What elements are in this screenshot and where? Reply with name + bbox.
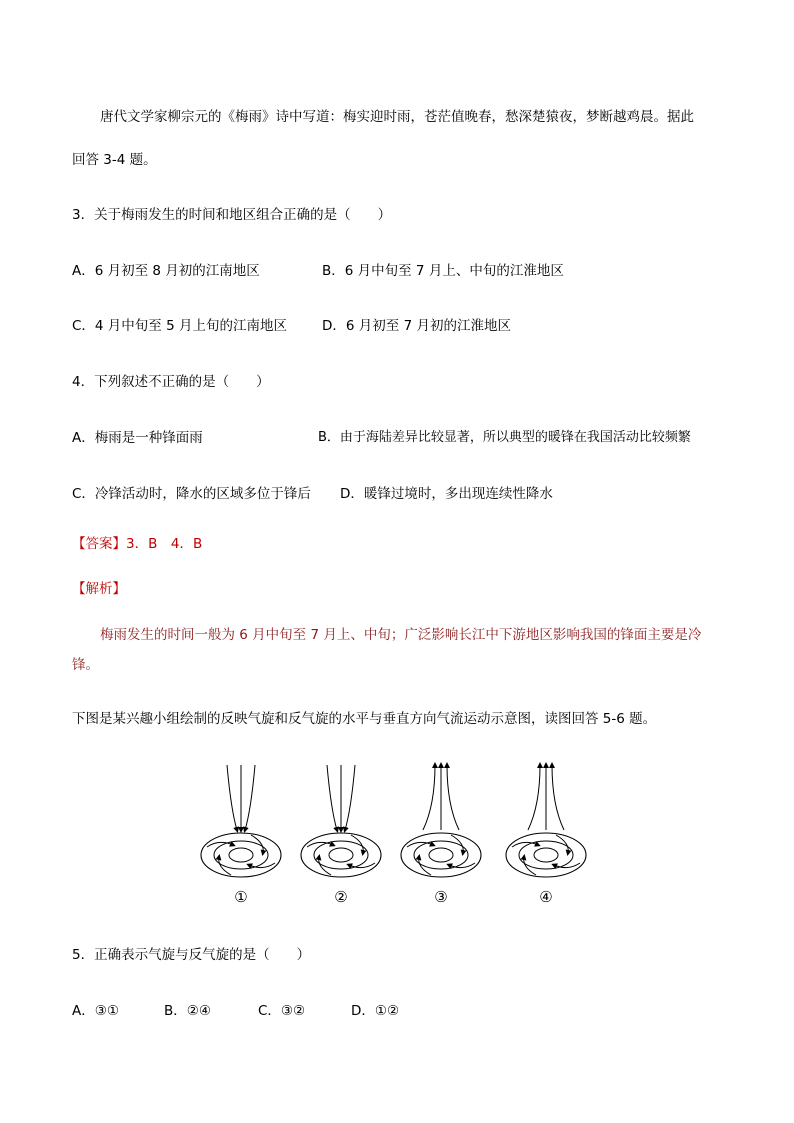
q3-option-a: A．6 月初至 8 月初的江南地区	[72, 263, 260, 279]
isobar-center	[429, 848, 453, 862]
q4-option-b: B．由于海陆差异比较显著，所以典型的暖锋在我国活动比较频繁	[318, 430, 691, 445]
airflow-arrow	[345, 765, 355, 830]
figure-panel-3	[401, 765, 481, 906]
isobar-outer	[401, 833, 481, 877]
airflow-arrow	[423, 765, 435, 830]
q3-option-b: B．6 月中旬至 7 月上、中旬的江淮地区	[322, 263, 564, 279]
answer-label: 【答案】	[72, 536, 126, 552]
q3-option-c: C．4 月中旬至 5 月上旬的江南地区	[72, 318, 287, 334]
intro-line-2: 回答 3-4 题。	[72, 152, 157, 168]
answer-line	[72, 535, 202, 553]
q5-option-c: C．③②	[258, 1003, 306, 1019]
analysis-line-2: 锋。	[72, 657, 99, 673]
airflow-arrow	[245, 765, 255, 830]
airflow-arrow	[528, 765, 540, 830]
airflow-arrow	[227, 765, 237, 830]
airflow-arrow	[552, 765, 564, 830]
isobar-middle	[214, 841, 268, 869]
q3-option-d: D．6 月初至 7 月初的江淮地区	[322, 318, 511, 334]
q4-stem: 4．下列叙述不正确的是（ ）	[72, 374, 270, 390]
q4-option-c: C．冷锋活动时，降水的区域多位于锋后	[72, 486, 311, 502]
figure-label: ③	[434, 888, 448, 906]
figure-panel-2	[301, 765, 381, 906]
q5-option-a: A．③①	[72, 1003, 119, 1019]
q5-stem: 5．正确表示气旋与反气旋的是（ ）	[72, 947, 311, 963]
figure-label: ②	[334, 888, 348, 906]
figure-panel-1	[201, 765, 281, 906]
q4-option-a: A．梅雨是一种锋面雨	[72, 430, 203, 446]
figure-panel-4	[506, 765, 586, 906]
cyclone-anticyclone-figure	[196, 760, 606, 910]
figure-intro: 下图是某兴趣小组绘制的反映气旋和反气旋的水平与垂直方向气流运动示意图，读图回答 5-6 题。	[72, 711, 657, 727]
airflow-arrow	[327, 765, 337, 830]
q5-option-d: D．①②	[351, 1003, 400, 1019]
isobar-outer	[201, 833, 281, 877]
intro-line-1: 唐代文学家柳宗元的《梅雨》诗中写道：梅实迎时雨，苍茫值晚春，愁深楚猿夜，梦断越鸡晨。据此	[100, 109, 694, 125]
isobar-center	[534, 848, 558, 862]
q5-option-b: B．②④	[164, 1003, 211, 1019]
isobar-middle	[414, 841, 468, 869]
isobar-middle	[519, 841, 573, 869]
isobar-center	[329, 848, 353, 862]
analysis-label: 【解析】	[72, 581, 126, 597]
figure-label: ④	[539, 888, 553, 906]
figure-label: ①	[234, 888, 248, 906]
airflow-arrow	[447, 765, 459, 830]
isobar-center	[229, 848, 253, 862]
answer-text: 3．B 4．B	[126, 536, 203, 552]
q4-option-d: D．暖锋过境时，多出现连续性降水	[340, 486, 553, 502]
isobar-middle	[314, 841, 368, 869]
q3-stem: 3．关于梅雨发生的时间和地区组合正确的是（ ）	[72, 207, 392, 223]
isobar-outer	[301, 833, 381, 877]
analysis-line-1: 梅雨发生的时间一般为 6 月中旬至 7 月上、中旬；广泛影响长江中下游地区影响我国的锋面主要是冷	[100, 627, 702, 643]
isobar-outer	[506, 833, 586, 877]
